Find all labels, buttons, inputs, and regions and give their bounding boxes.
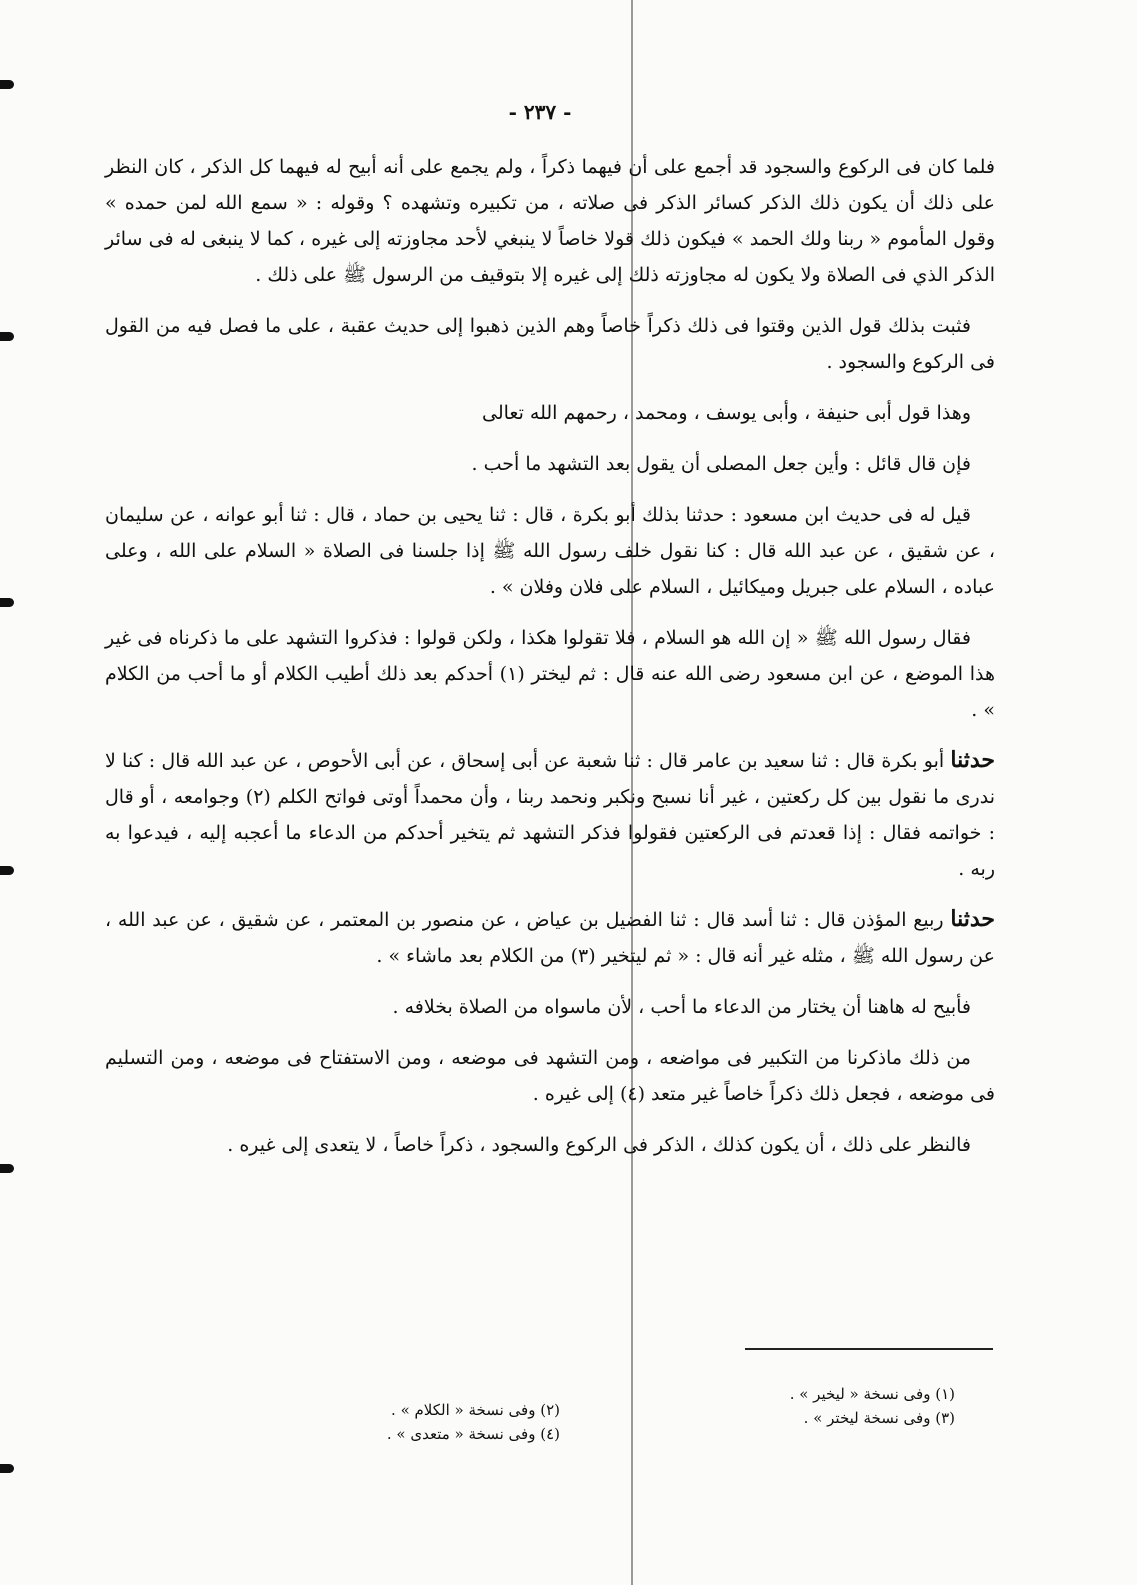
binding-mark xyxy=(0,80,14,89)
main-text xyxy=(105,148,995,1177)
binding-mark xyxy=(0,866,14,875)
binding-mark xyxy=(0,1464,14,1473)
paragraph: فثبت بذلك قول الذين وقتوا فى ذلك ذكراً خاصاً وهم الذين ذهبوا إلى حديث عقبة ، على ما فصل فيه من القول فى الركوع والسجود . xyxy=(105,315,995,373)
hadith-paragraph: حدثنا ربيع المؤذن قال : ثنا أسد قال : ثنا الفضيل بن عياض ، عن منصور بن المعتمر ، عن شقيق ، عن عبد الله ، عن رسول الله ﷺ ، مثله غير أنه قال : « ثم ليتخير (٣) من الكلام بعد ماشاء » . xyxy=(105,906,995,967)
paragraph: قيل له فى حديث ابن مسعود : حدثنا بذلك أبو بكرة ، قال : ثنا يحيى بن حماد ، قال : ثنا أبو عوانه ، عن سليمان ، عن شقيق ، عن عبد الله قال : كنا نقول خلف رسول الله ﷺ إذا جلسنا فى الصلاة « السلام على الله ، وعلى عباده ، السلام على جبريل وميكائيل ، السلام على فلان وفلان » . xyxy=(105,504,995,598)
hadith-paragraph: حدثنا أبو بكرة قال : ثنا سعيد بن عامر قال : ثنا شعبة عن أبى إسحاق ، عن أبى الأحوص ، عن عبد الله قال : كنا لا ندرى ما نقول بين كل ركعتين ، غير أنا نسبح ونكبر ونحمد ربنا ، وأن محمداً أوتى فواتح الكلم (٢) وجوامعه ، أو قال : خواتمه فقال : إذا قعدتم فى الركعتين فقولوا فذكر التشهد ثم يتخير أحدكم من الدعاء ما أعجبه إليه ، فيدعوا به ربه . xyxy=(105,747,995,880)
footnote: (١) وفى نسخة « ليخير » . xyxy=(789,1385,955,1403)
haddathana-heading: حدثنا xyxy=(950,747,995,773)
footnote: (٣) وفى نسخة ليختر » . xyxy=(803,1409,955,1427)
page-number: - ٢٣٧ - xyxy=(508,100,572,124)
footnote-separator xyxy=(745,1348,993,1350)
paragraph: فإن قال قائل : وأين جعل المصلى أن يقول بعد التشهد ما أحب . xyxy=(471,453,971,475)
paragraph: فالنظر على ذلك ، أن يكون كذلك ، الذكر فى الركوع والسجود ، ذكراً خاصاً ، لا يتعدى إلى غيره . xyxy=(227,1134,971,1156)
paragraph: فلما كان فى الركوع والسجود قد أجمع على أن فيهما ذكراً ، ولم يجمع على أنه أبيح له فيهما كل الذكر ، كان النظر على ذلك أن يكون ذلك الذكر كسائر الذكر فى صلاته ، من تكبيره وتشهده ؟ وقوله : « سمع الله لمن حمده » وقول المأموم « ربنا ولك الحمد » فيكون ذلك قولا خاصاً لا ينبغي لأحد مجاوزته إلى غيره ، كما لا ينبغى له فى سائر الذكر الذي فى الصلاة ولا يكون له مجاوزته ذلك إلى غيره إلا بتوقيف من الرسول ﷺ على ذلك . xyxy=(105,156,995,286)
binding-mark xyxy=(0,1164,14,1173)
footnote: (٢) وفى نسخة « الكلام » . xyxy=(391,1401,560,1419)
paragraph: فقال رسول الله ﷺ « إن الله هو السلام ، فلا تقولوا هكذا ، ولكن قولوا : فذكروا التشهد على ما ذكرناه فى غير هذا الموضع ، عن ابن مسعود رضى الله عنه قال : ثم ليختر (١) أحدكم بعد ذلك أطيب الكلام أو ما أحب من الكلام » . xyxy=(105,627,995,721)
haddathana-heading: حدثنا xyxy=(950,906,995,932)
binding-mark xyxy=(0,598,14,607)
binding-mark xyxy=(0,332,14,341)
paragraph: من ذلك ماذكرنا من التكبير فى مواضعه ، ومن التشهد فى موضعه ، ومن الاستفتاح فى موضعه ، ومن التسليم فى موضعه ، فجعل ذلك ذكراً خاصاً غير متعد (٤) إلى غيره . xyxy=(105,1047,995,1105)
footnote: (٤) وفى نسخة « متعدى » . xyxy=(386,1425,560,1443)
paragraph: وهذا قول أبى حنيفة ، وأبى يوسف ، ومحمد ، رحمهم الله تعالى xyxy=(482,402,971,424)
paragraph: فأبيح له هاهنا أن يختار من الدعاء ما أحب ، لأن ماسواه من الصلاة بخلافه . xyxy=(392,996,971,1018)
footnotes-left xyxy=(330,1398,560,1446)
footnotes-right xyxy=(745,1382,955,1430)
